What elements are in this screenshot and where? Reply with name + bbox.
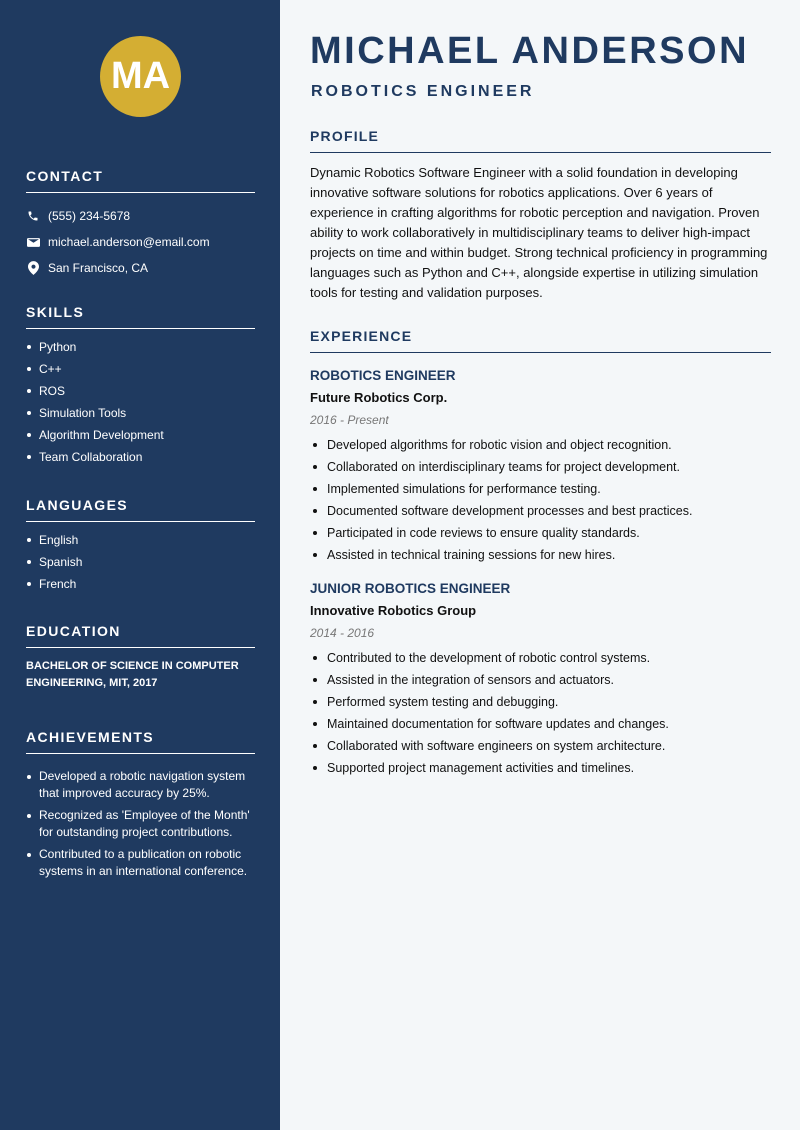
achievement-item: Developed a robotic navigation system that improved accuracy by 25%.: [26, 768, 255, 802]
job-entry: [310, 578, 771, 779]
language-item: English: [26, 532, 255, 554]
job-bullet: Documented software development processes and best practices.: [310, 500, 771, 522]
job-bullet: Maintained documentation for software updates and changes.: [310, 713, 771, 735]
achievements-section: [26, 729, 255, 885]
skill-item: ROS: [26, 383, 255, 405]
email-text: michael.anderson@email.com: [48, 235, 210, 249]
job-entry: [310, 365, 771, 566]
sidebar: [0, 0, 280, 1130]
skill-item: Algorithm Development: [26, 427, 255, 449]
contact-location: [26, 255, 255, 281]
skills-heading: SKILLS: [26, 304, 255, 329]
job-company: Future Robotics Corp.: [310, 390, 448, 405]
job-company: Innovative Robotics Group: [310, 603, 477, 618]
experience-heading: EXPERIENCE: [310, 328, 771, 353]
job-bullet: Collaborated on interdisciplinary teams for project development.: [310, 456, 771, 478]
languages-heading: LANGUAGES: [26, 497, 255, 522]
achievement-item: Contributed to a publication on robotic systems in an international conference.: [26, 846, 255, 880]
skill-item: Team Collaboration: [26, 449, 255, 471]
location-text: San Francisco, CA: [48, 261, 149, 275]
skill-item: Simulation Tools: [26, 405, 255, 427]
skills-section: [26, 304, 255, 471]
contact-email: [26, 229, 255, 255]
skill-item: Python: [26, 339, 255, 361]
job-bullet: Implemented simulations for performance testing.: [310, 478, 771, 500]
contact-section: [26, 168, 255, 281]
achievement-item: Recognized as 'Employee of the Month' for outstanding project contributions.: [26, 807, 255, 841]
language-item: French: [26, 576, 255, 598]
job-bullet: Performed system testing and debugging.: [310, 691, 771, 713]
education-degree: BACHELOR OF SCIENCE IN COMPUTER ENGINEERING, MIT, 2017: [26, 660, 239, 689]
job-bullet: Developed algorithms for robotic vision and object recognition.: [310, 434, 771, 456]
skill-item: C++: [26, 361, 255, 383]
job-title-header: ROBOTICS ENGINEER: [311, 83, 535, 100]
contact-heading: CONTACT: [26, 168, 255, 193]
profile-text: Dynamic Robotics Software Engineer with a solid foundation in developing innovative software solutions for robotics applications. Over 6 years of experience in crafting algorithms for robotic perception and navigation. Proven ability to work collaboratively in multidisciplinary teams to deliver high-impact projects on time and within budget. Strong technical proficiency in programming languages such as Python and C++, alongside expertise in utilizing simulation tools for testing and validation purposes.: [310, 165, 768, 300]
avatar: [100, 36, 181, 117]
job-bullet: Assisted in technical training sessions for new hires.: [310, 544, 771, 566]
main-content: [280, 0, 800, 1130]
experience-section: [310, 328, 771, 779]
job-title: JUNIOR ROBOTICS ENGINEER: [310, 581, 511, 596]
phone-text: (555) 234-5678: [48, 209, 131, 223]
phone-icon: [26, 209, 40, 223]
job-bullet: Contributed to the development of robotic control systems.: [310, 647, 771, 669]
education-heading: EDUCATION: [26, 623, 255, 648]
location-pin-icon: [26, 261, 40, 275]
job-dates: 2016 - Present: [310, 413, 389, 427]
job-bullet: Supported project management activities and timelines.: [310, 757, 771, 779]
job-bullet: Participated in code reviews to ensure quality standards.: [310, 522, 771, 544]
job-dates: 2014 - 2016: [310, 626, 375, 640]
email-icon: [26, 235, 40, 249]
profile-section: [310, 128, 771, 303]
education-section: [26, 623, 255, 692]
language-item: Spanish: [26, 554, 255, 576]
job-bullet: Collaborated with software engineers on system architecture.: [310, 735, 771, 757]
candidate-name: MICHAEL ANDERSON: [310, 30, 750, 72]
avatar-initials: MA: [110, 55, 171, 97]
contact-phone: [26, 203, 255, 229]
job-title: ROBOTICS ENGINEER: [310, 368, 456, 383]
languages-section: [26, 497, 255, 598]
achievements-heading: ACHIEVEMENTS: [26, 729, 255, 754]
job-bullet: Assisted in the integration of sensors and actuators.: [310, 669, 771, 691]
profile-heading: PROFILE: [310, 128, 771, 153]
